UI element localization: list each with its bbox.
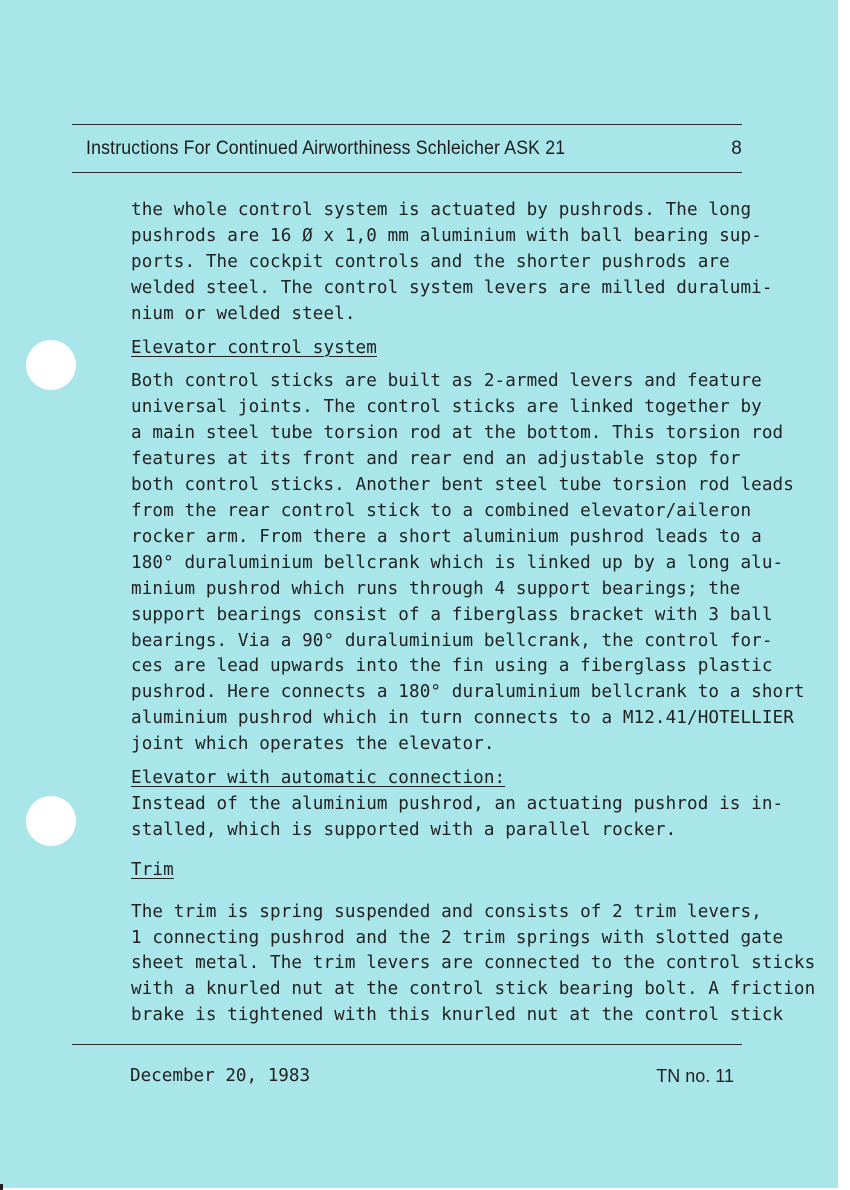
trim-heading-block (131, 858, 811, 884)
text-line: bearings. Via a 90° duraluminium bellcrank, the control for- (131, 630, 773, 651)
text-line: with a knurled nut at the control stick bearing bolt. A friction (131, 979, 816, 1000)
elevator-heading-block (131, 336, 811, 362)
section-heading-elevator: Elevator control system (131, 337, 377, 358)
footer-date: December 20, 1983 (130, 1066, 311, 1086)
text-line: aluminium pushrod which in turn connects to a M12.41/HOTELLIER (131, 708, 794, 729)
text-line: ports. The cockpit controls and the shorter pushrods are (131, 251, 730, 272)
text-line: nium or welded steel. (131, 303, 356, 324)
elevator-auto-paragraph (131, 766, 811, 844)
elevator-paragraph (131, 369, 811, 758)
text-line: 180° duraluminium bellcrank which is linked up by a long alu- (131, 552, 784, 573)
text-line: features at its front and rear end an adjustable stop for (131, 449, 741, 470)
text-line: both control sticks. Another bent steel tube torsion rod leads (131, 475, 794, 496)
header-top-rule (72, 124, 742, 125)
text-line: sheet metal. The trim levers are connected to the control sticks (131, 953, 816, 974)
text-line: brake is tightened with this knurled nut at the control stick (131, 1005, 784, 1026)
text-line: rocker arm. From there a short aluminium pushrod leads to a (131, 526, 762, 547)
text-line: a main steel tube torsion rod at the bottom. This torsion rod (131, 423, 784, 444)
text-line: joint which operates the elevator. (131, 734, 495, 755)
text-line: Instead of the aluminium pushrod, an actuating pushrod is in- (131, 793, 784, 814)
intro-paragraph (131, 198, 811, 328)
page-header (86, 138, 742, 160)
document-body (131, 198, 816, 1029)
text-line: minium pushrod which runs through 4 support bearings; the (131, 578, 741, 599)
scan-edge-mark (0, 1184, 3, 1190)
text-line: universal joints. The control sticks are linked together by (131, 397, 762, 418)
section-heading-trim: Trim (131, 859, 174, 880)
document-title: Instructions For Continued Airworthiness Schleicher ASK 21 (86, 138, 566, 159)
text-line: the whole control system is actuated by pushrods. The long (131, 200, 752, 220)
text-line: ces are lead upwards into the fin using a fiberglass plastic (131, 656, 773, 677)
punch-hole-top (26, 340, 76, 390)
footer-rule (72, 1044, 742, 1045)
text-line: support bearings consist of a fiberglass bracket with 3 ball (131, 604, 773, 625)
trim-paragraph (131, 900, 816, 1030)
header-bottom-rule (72, 172, 742, 173)
text-line: pushrods are 16 Ø x 1,0 mm aluminium with ball bearing sup- (131, 225, 762, 246)
text-line: welded steel. The control system levers are milled duralumi- (131, 277, 773, 298)
footer-tn-number: TN no. 11 (656, 1066, 734, 1086)
page-number: 8 (731, 138, 742, 159)
page-footer (130, 1066, 734, 1087)
punch-hole-bottom (26, 796, 76, 846)
text-line: from the rear control stick to a combined elevator/aileron (131, 500, 752, 521)
text-line: The trim is spring suspended and consists of 2 trim levers, (131, 901, 762, 922)
text-line: pushrod. Here connects a 180° duraluminium bellcrank to a short (131, 682, 805, 703)
text-line: stalled, which is supported with a parallel rocker. (131, 819, 677, 840)
text-line: Both control sticks are built as 2-armed levers and feature (131, 371, 762, 392)
text-line: 1 connecting pushrod and the 2 trim springs with slotted gate (131, 927, 784, 948)
section-heading-elevator-auto: Elevator with automatic connection: (131, 768, 506, 789)
